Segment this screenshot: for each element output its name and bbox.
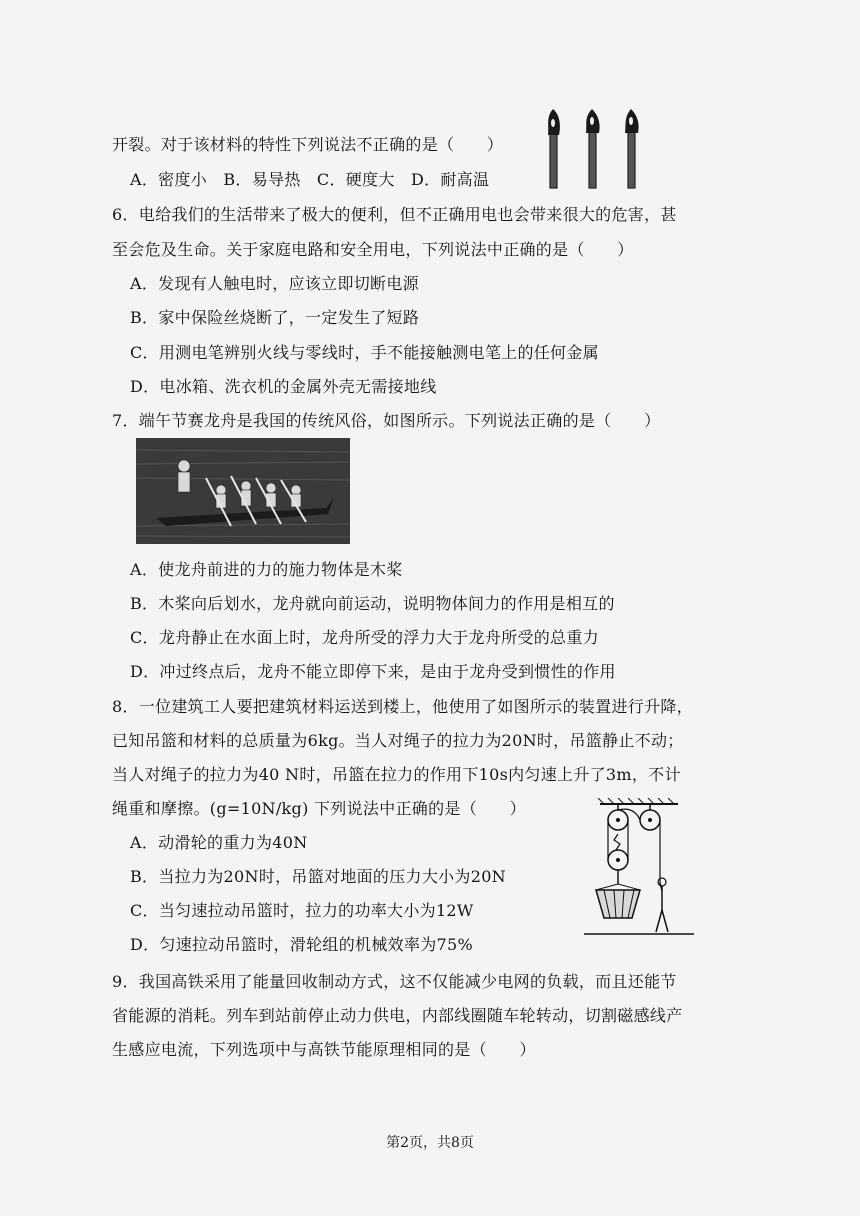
q6-stem-line2: 至会危及生命。关于家庭电路和安全用电，下列说法中正确的是（ ） [112, 240, 634, 259]
q8-option-a: A．动滑轮的重力为40N [130, 833, 308, 852]
burnt-sticks-figure [540, 105, 650, 190]
q9-stem-line1: 9．我国高铁采用了能量回收制动方式，这不仅能减少电网的负载，而且还能节 [112, 972, 677, 991]
dragon-boat-photo [136, 438, 350, 544]
q7-option-c: C．龙舟静止在水面上时，龙舟所受的浮力大于龙舟所受的总重力 [130, 628, 599, 647]
pulley-system-figure [584, 798, 694, 938]
q8-option-d: D．匀速拉动吊篮时，滑轮组的机械效率为75% [130, 935, 473, 954]
q9-stem-line2: 省能源的消耗。列车到站前停止动力供电，内部线圈随车轮转动，切割磁感线产 [112, 1006, 683, 1025]
q5-stem-tail: 开裂。对于该材料的特性下列说法不正确的是（ ） [112, 135, 504, 154]
q6-option-a: A．发现有人触电时，应该立即切断电源 [130, 274, 419, 293]
q8-stem-line4: 绳重和摩擦。(g=10N/kg) 下列说法中正确的是（ ） [112, 799, 526, 818]
q8-option-b: B．当拉力为20N时，吊篮对地面的压力大小为20N [130, 867, 506, 886]
q7-option-a: A．使龙舟前进的力的施力物体是木桨 [130, 560, 403, 579]
q6-option-b: B．家中保险丝烧断了，一定发生了短路 [130, 308, 420, 327]
q6-option-d: D．电冰箱、洗衣机的金属外壳无需接地线 [130, 377, 437, 396]
q8-stem-line3: 当人对绳子的拉力为40 N时，吊篮在拉力的作用下10s内匀速上升了3m，不计 [112, 765, 681, 784]
q5-options: A．密度小 B．易导热 C．硬度大 D．耐高温 [130, 170, 490, 189]
q7-option-b: B．木桨向后划水，龙舟就向前运动，说明物体间力的作用是相互的 [130, 594, 615, 613]
q9-stem-line3: 生感应电流，下列选项中与高铁节能原理相同的是（ ） [112, 1040, 536, 1059]
q8-stem-line1: 8．一位建筑工人要把建筑材料运送到楼上，他使用了如图所示的装置进行升降， [112, 697, 693, 716]
q7-stem: 7．端午节赛龙舟是我国的传统风俗，如图所示。下列说法正确的是（ ） [112, 411, 661, 430]
q6-option-c: C．用测电笔辨别火线与零线时，手不能接触测电笔上的任何金属 [130, 343, 599, 362]
page-footer: 第2页，共8页 [386, 1135, 474, 1151]
q8-option-c: C．当匀速拉动吊篮时，拉力的功率大小为12W [130, 901, 474, 920]
q6-stem-line1: 6．电给我们的生活带来了极大的便利，但不正确用电也会带来很大的危害，甚 [112, 205, 677, 224]
q7-option-d: D．冲过终点后，龙舟不能立即停下来，是由于龙舟受到惯性的作用 [130, 662, 616, 681]
q8-stem-line2: 已知吊篮和材料的总质量为6kg。当人对绳子的拉力为20N时，吊篮静止不动； [112, 731, 684, 750]
